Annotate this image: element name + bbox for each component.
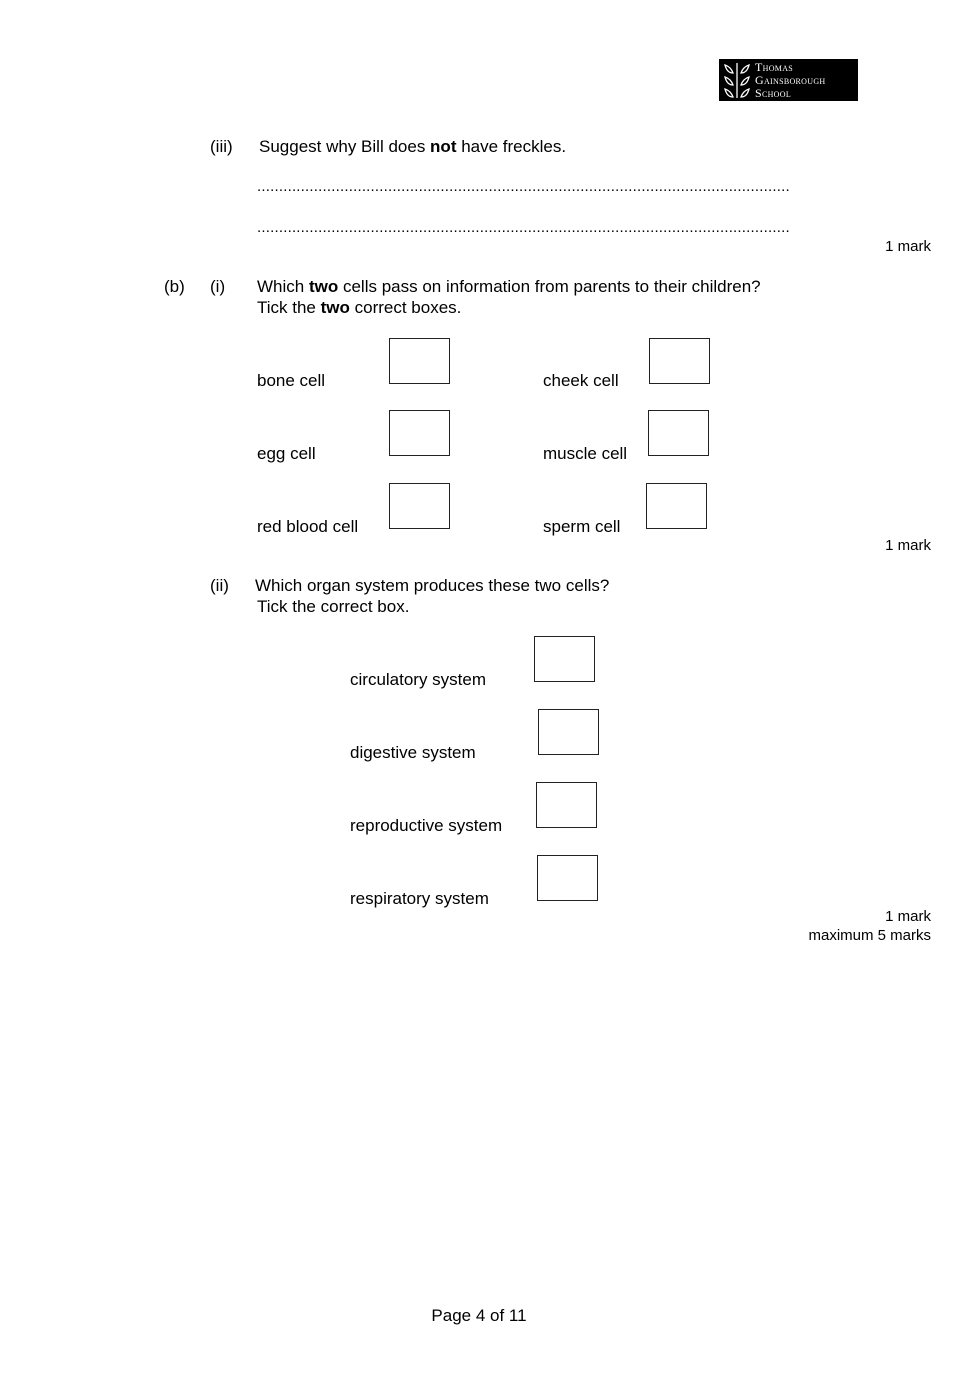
option-label-sperm-cell: sperm cell [543, 517, 621, 536]
option-label-cheek-cell: cheek cell [543, 371, 619, 390]
question-iii-text-start: Suggest why Bill does [259, 137, 431, 156]
mark-label-iii: 1 mark [885, 238, 931, 255]
option-label-muscle-cell: muscle cell [543, 444, 628, 463]
checkbox-red-blood-cell[interactable] [389, 483, 450, 529]
logo-line-2: Gainsborough [755, 73, 826, 87]
option-label-circulatory-system: circulatory system [350, 670, 487, 689]
checkbox-digestive-system[interactable] [538, 709, 599, 755]
option-label-bone-cell: bone cell [257, 371, 326, 390]
question-b-i-line-2 [257, 298, 461, 318]
checkbox-sperm-cell[interactable] [646, 483, 707, 529]
option-label-reproductive-system: reproductive system [350, 816, 503, 835]
page-number: Page 4 of 11 [431, 1306, 527, 1325]
leaf-emblem-icon [721, 61, 753, 99]
question-number-b-i: (i) [210, 277, 226, 296]
checkbox-egg-cell[interactable] [389, 410, 450, 456]
question-iii-text [259, 137, 566, 157]
logo-text [755, 61, 826, 100]
question-iii-emphasis: not [430, 137, 457, 156]
option-label-egg-cell: egg cell [257, 444, 316, 463]
question-iii-text-end: have freckles. [456, 137, 567, 156]
checkbox-reproductive-system[interactable] [536, 782, 597, 828]
question-number-iii: (iii) [210, 137, 233, 156]
question-b-i-line-1-end: cells pass on information from parents to their children? [338, 277, 761, 296]
question-b-i-line-1 [257, 277, 761, 297]
answer-line-2[interactable]: .......................................................................................................................... [257, 219, 790, 236]
question-b-i-emphasis-2: two [320, 298, 350, 317]
question-b-ii-line-2: Tick the correct box. [257, 597, 410, 616]
question-b-ii-line-1: Which organ system produces these two cells? [255, 576, 610, 595]
mark-label-b-ii: 1 mark [885, 908, 931, 925]
option-label-red-blood-cell: red blood cell [257, 517, 359, 536]
logo-line-3: School [755, 86, 792, 100]
checkbox-cheek-cell[interactable] [649, 338, 710, 384]
answer-line-1[interactable]: .......................................................................................................................... [257, 178, 790, 195]
checkbox-bone-cell[interactable] [389, 338, 450, 384]
checkbox-muscle-cell[interactable] [648, 410, 709, 456]
school-logo [719, 59, 858, 101]
mark-label-b-i: 1 mark [885, 537, 931, 554]
question-b-i-emphasis-1: two [308, 277, 339, 296]
question-b-i-line-1-start: Which [257, 277, 309, 296]
question-part-b: (b) [164, 277, 185, 296]
total-marks-label: maximum 5 marks [808, 927, 931, 944]
logo-line-1: Thomas [755, 60, 794, 74]
option-label-digestive-system: digestive system [350, 743, 476, 762]
option-label-respiratory-system: respiratory system [350, 889, 489, 908]
checkbox-circulatory-system[interactable] [534, 636, 595, 682]
checkbox-respiratory-system[interactable] [537, 855, 598, 901]
question-b-i-line-2-start: Tick the [257, 298, 321, 317]
question-number-b-ii: (ii) [210, 576, 229, 595]
question-b-i-line-2-end: correct boxes. [349, 298, 462, 317]
